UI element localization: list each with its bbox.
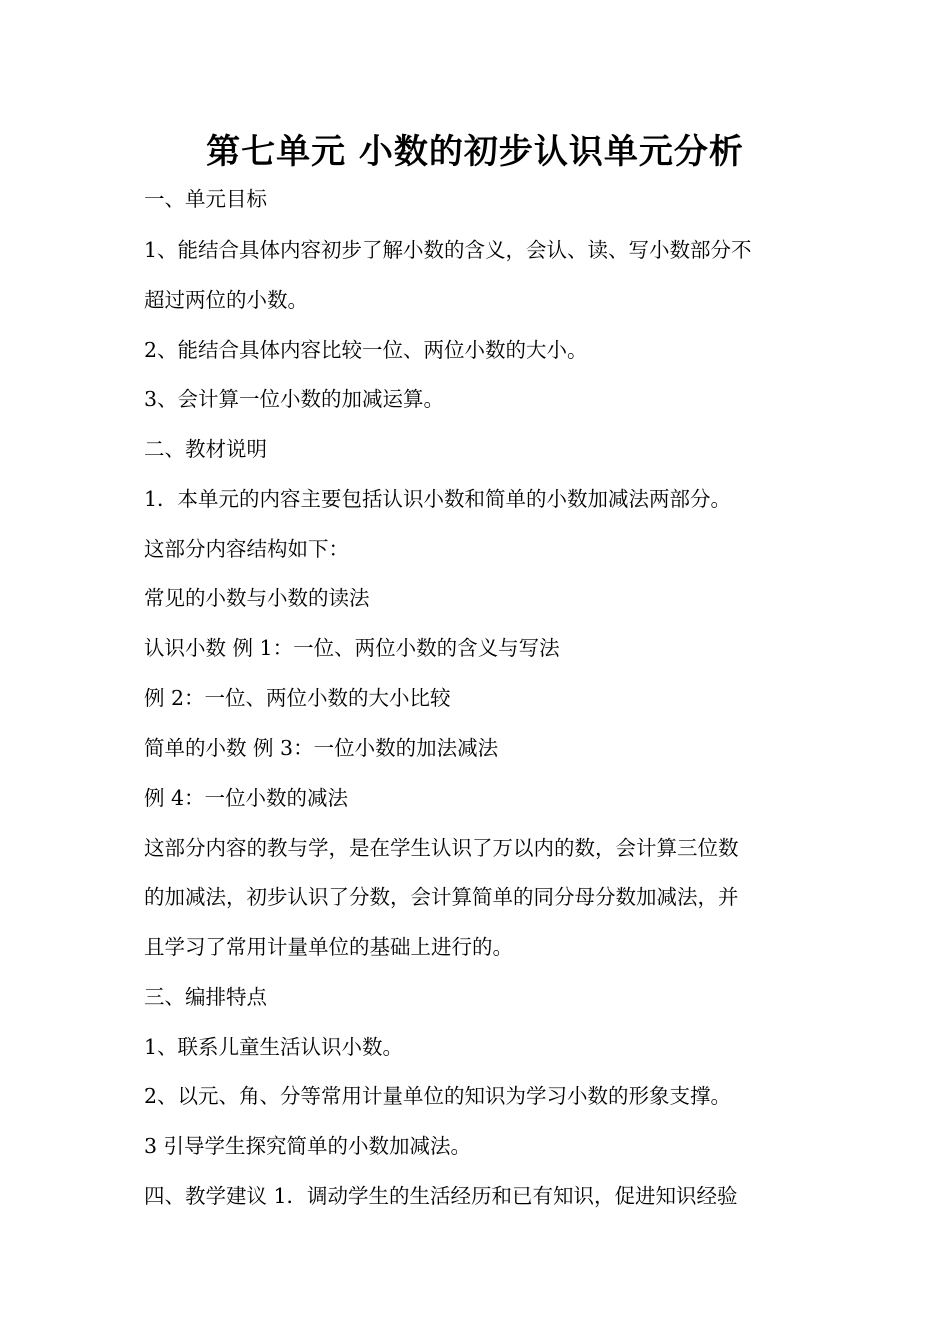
- structure-line: 认识小数 例 1：一位、两位小数的含义与写法: [144, 636, 560, 660]
- section-heading-teaching-suggestions: 四、教学建议 1．调动学生的生活经历和已有知识，促进知识经验: [144, 1184, 738, 1208]
- paragraph-line: 1、联系儿童生活认识小数。: [144, 1035, 404, 1059]
- paragraph-line: 的加减法，初步认识了分数，会计算简单的同分母分数加减法，并: [144, 885, 739, 909]
- structure-line: 例 2：一位、两位小数的大小比较: [144, 686, 451, 710]
- paragraph-line: 2、以元、角、分等常用计量单位的知识为学习小数的形象支撑。: [144, 1084, 732, 1108]
- paragraph-line: 2、能结合具体内容比较一位、两位小数的大小。: [144, 338, 588, 362]
- paragraph-line: 这部分内容结构如下：: [144, 537, 349, 561]
- structure-line: 简单的小数 例 3：一位小数的加法减法: [144, 736, 499, 760]
- section-heading-layout-features: 三、编排特点: [144, 985, 267, 1009]
- section-heading-textbook-notes: 二、教材说明: [144, 437, 267, 461]
- paragraph-line: 这部分内容的教与学，是在学生认识了万以内的数，会计算三位数: [144, 836, 739, 860]
- paragraph-line: 超过两位的小数。: [144, 288, 308, 312]
- paragraph-line: 3、会计算一位小数的加减运算。: [144, 387, 445, 411]
- section-heading-unit-goals: 一、单元目标: [144, 187, 267, 211]
- paragraph-line: 1、能结合具体内容初步了解小数的含义，会认、读、写小数部分不: [144, 238, 752, 262]
- structure-line: 常见的小数与小数的读法: [144, 586, 370, 610]
- paragraph-line: 1．本单元的内容主要包括认识小数和简单的小数加减法两部分。: [144, 487, 732, 511]
- paragraph-line: 且学习了常用计量单位的基础上进行的。: [144, 935, 513, 959]
- document-title: 第七单元 小数的初步认识单元分析: [206, 132, 744, 172]
- structure-line: 例 4：一位小数的减法: [144, 786, 349, 810]
- paragraph-line: 3 引导学生探究简单的小数加减法。: [144, 1134, 472, 1158]
